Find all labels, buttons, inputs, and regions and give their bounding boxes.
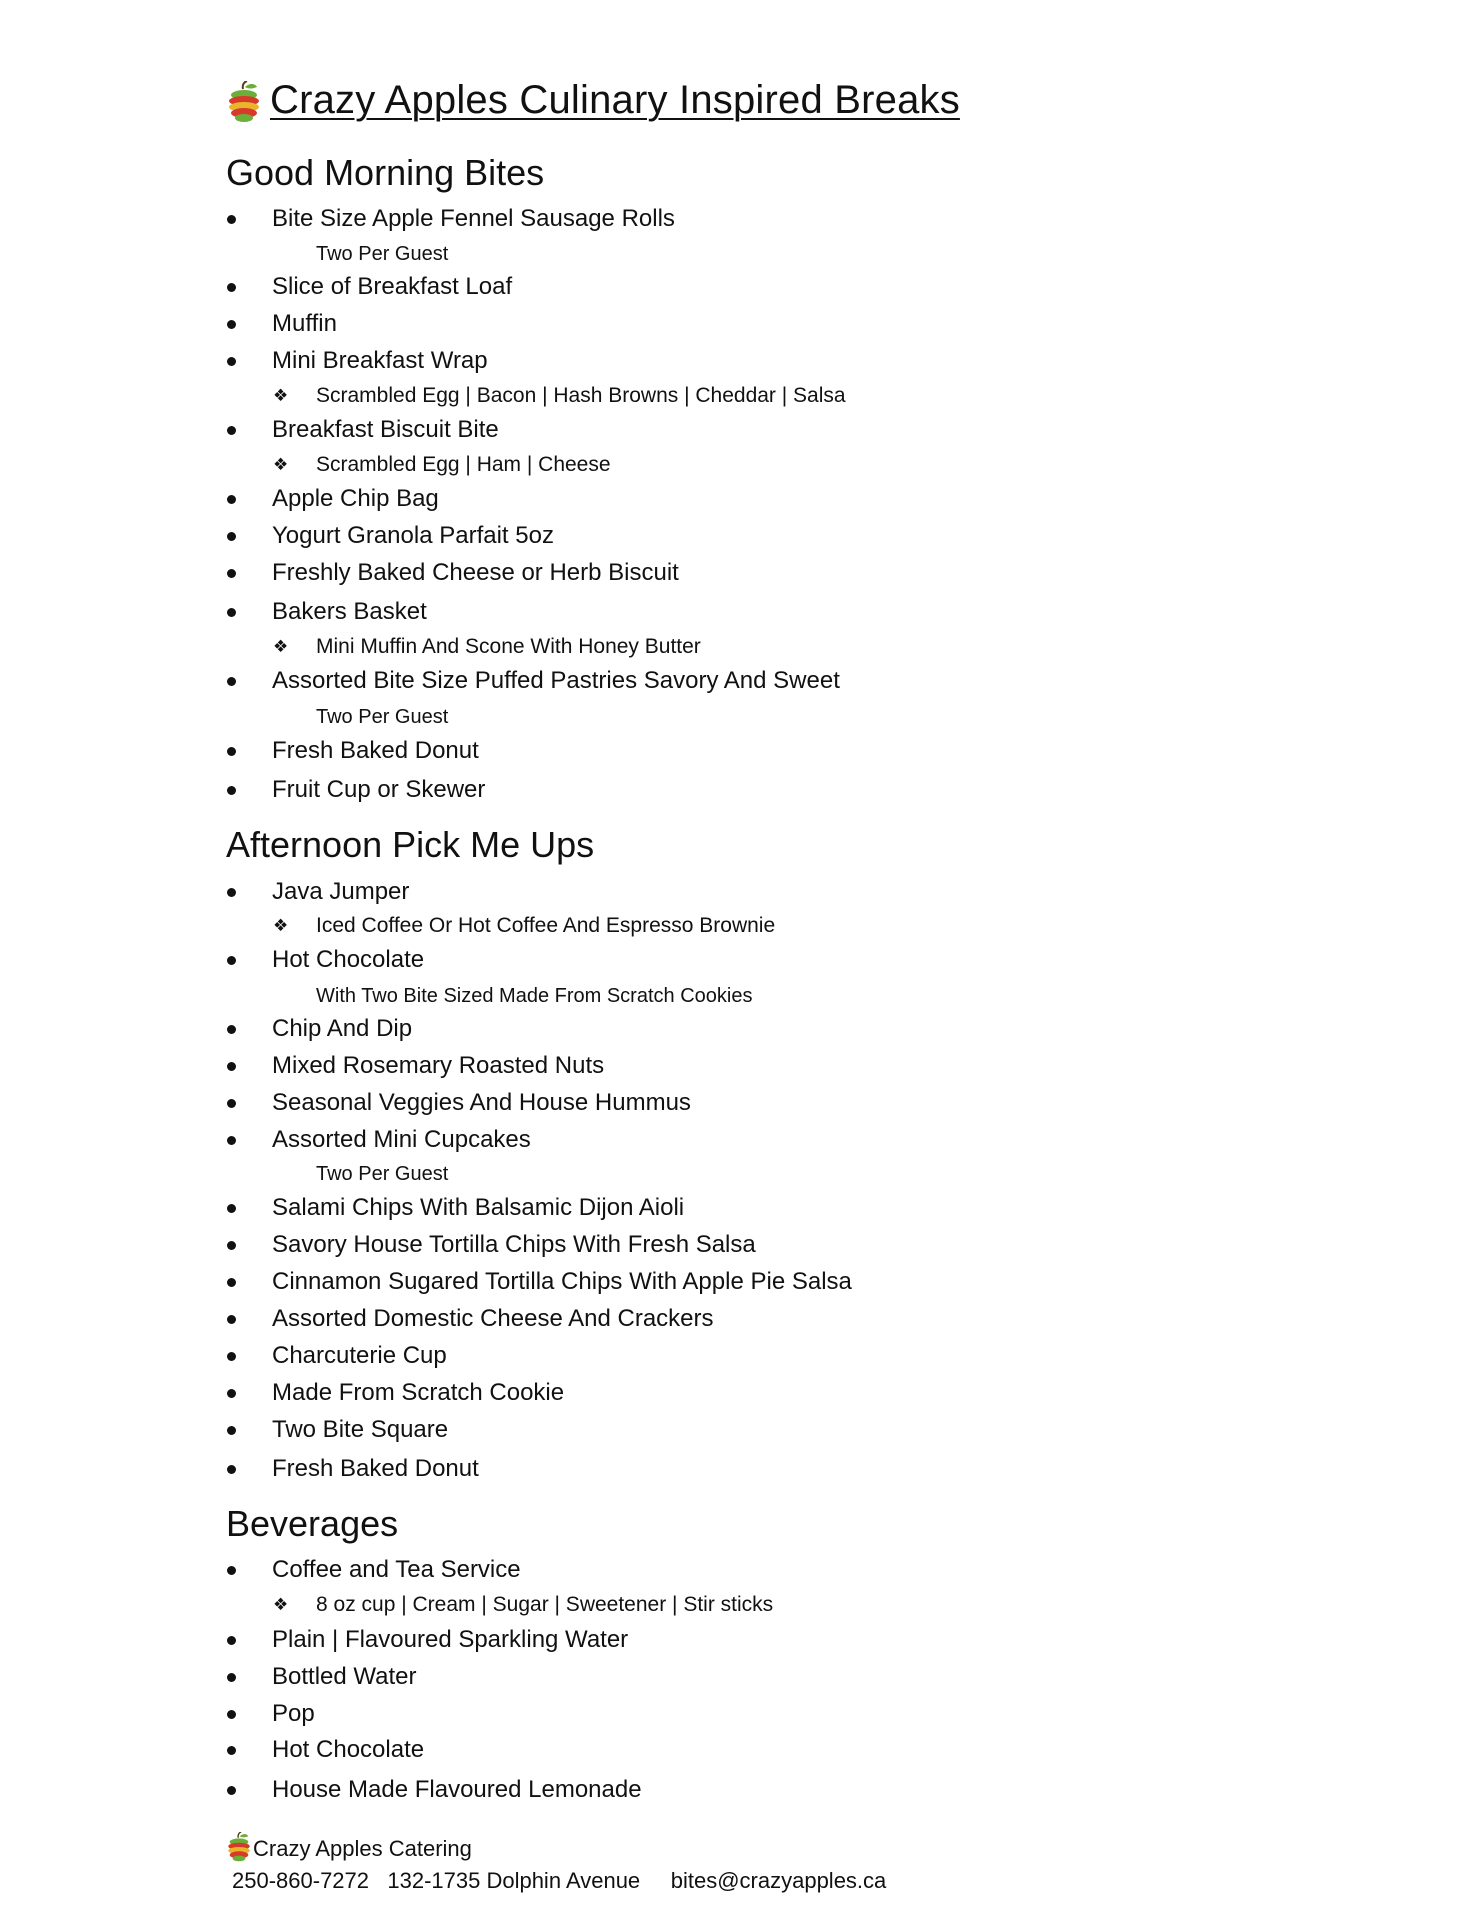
bullet-icon bbox=[227, 1204, 236, 1213]
bullet-icon bbox=[227, 1465, 236, 1474]
section-heading: Afternoon Pick Me Ups bbox=[226, 824, 595, 865]
list-item: Charcuterie Cup bbox=[272, 1341, 447, 1371]
list-item: Made From Scratch Cookie bbox=[272, 1378, 564, 1408]
item-note: With Two Bite Sized Made From Scratch Cookies bbox=[316, 985, 753, 1007]
item-note: Two Per Guest bbox=[316, 243, 449, 265]
list-item: Muffin bbox=[272, 309, 337, 339]
bullet-icon bbox=[227, 1315, 236, 1324]
list-item: Plain | Flavoured Sparkling Water bbox=[272, 1625, 628, 1655]
item-note: Two Per Guest bbox=[316, 1163, 449, 1185]
bullet-icon bbox=[227, 1241, 236, 1250]
bullet-icon bbox=[227, 1062, 236, 1071]
list-item: Freshly Baked Cheese or Herb Biscuit bbox=[272, 558, 679, 588]
company-name: Crazy Apples Catering bbox=[253, 1836, 472, 1861]
bullet-icon bbox=[227, 1278, 236, 1287]
apple-logo-icon bbox=[226, 81, 262, 123]
sub-item: ❖ 8 oz cup | Cream | Sugar | Sweetener | Stir sticks bbox=[273, 1593, 774, 1616]
bullet-icon bbox=[227, 1099, 236, 1108]
diamond-bullet-icon: ❖ bbox=[273, 455, 289, 474]
list-item: Hot Chocolate bbox=[272, 1735, 424, 1765]
footer-contact bbox=[232, 1868, 886, 1894]
list-item: Fruit Cup or Skewer bbox=[272, 775, 485, 805]
bullet-icon bbox=[227, 956, 236, 965]
list-item: Chip And Dip bbox=[272, 1014, 412, 1044]
bullet-icon bbox=[227, 1710, 236, 1719]
bullet-icon bbox=[227, 1673, 236, 1682]
list-item: Mini Breakfast Wrap bbox=[272, 346, 488, 376]
list-item: Assorted Bite Size Puffed Pastries Savory And Sweet bbox=[272, 666, 840, 696]
bullet-icon bbox=[227, 1136, 236, 1145]
address: 132-1735 Dolphin Avenue bbox=[387, 1868, 641, 1893]
bullet-icon bbox=[227, 1426, 236, 1435]
list-item: Slice of Breakfast Loaf bbox=[272, 272, 512, 302]
list-item: Assorted Mini Cupcakes bbox=[272, 1125, 531, 1155]
list-item: Two Bite Square bbox=[272, 1415, 448, 1445]
bullet-icon bbox=[227, 1636, 236, 1645]
section-heading: Good Morning Bites bbox=[226, 152, 545, 193]
sub-item: ❖ Scrambled Egg | Ham | Cheese bbox=[273, 453, 611, 476]
list-item: Fresh Baked Donut bbox=[272, 1454, 479, 1484]
list-item: Coffee and Tea Service bbox=[272, 1555, 521, 1585]
bullet-icon bbox=[227, 495, 236, 504]
bullet-icon bbox=[227, 1786, 236, 1795]
diamond-bullet-icon: ❖ bbox=[273, 386, 289, 405]
bullet-icon bbox=[227, 569, 236, 578]
bullet-icon bbox=[227, 426, 236, 435]
list-item: Breakfast Biscuit Bite bbox=[272, 415, 499, 445]
sub-item: ❖ Mini Muffin And Scone With Honey Butter bbox=[273, 635, 701, 658]
title-row bbox=[226, 78, 960, 123]
list-item: Bite Size Apple Fennel Sausage Rolls bbox=[272, 204, 675, 234]
bullet-icon bbox=[227, 215, 236, 224]
diamond-bullet-icon: ❖ bbox=[273, 637, 289, 656]
list-item: Assorted Domestic Cheese And Crackers bbox=[272, 1304, 714, 1334]
section-heading: Beverages bbox=[226, 1503, 399, 1544]
bullet-icon bbox=[227, 608, 236, 617]
apple-logo-icon bbox=[226, 1832, 252, 1862]
list-item: Salami Chips With Balsamic Dijon Aioli bbox=[272, 1193, 684, 1223]
bullet-icon bbox=[227, 786, 236, 795]
diamond-bullet-icon: ❖ bbox=[273, 916, 289, 935]
list-item: Hot Chocolate bbox=[272, 945, 424, 975]
list-item: Pop bbox=[272, 1699, 315, 1729]
bullet-icon bbox=[227, 1352, 236, 1361]
email: bites@crazyapples.ca bbox=[670, 1868, 887, 1893]
list-item: Savory House Tortilla Chips With Fresh Salsa bbox=[272, 1230, 756, 1260]
bullet-icon bbox=[227, 357, 236, 366]
list-item: House Made Flavoured Lemonade bbox=[272, 1775, 642, 1805]
list-item: Bakers Basket bbox=[272, 597, 427, 627]
bullet-icon bbox=[227, 747, 236, 756]
bullet-icon bbox=[227, 1746, 236, 1755]
list-item: Java Jumper bbox=[272, 877, 409, 907]
bullet-icon bbox=[227, 1566, 236, 1575]
list-item: Fresh Baked Donut bbox=[272, 736, 479, 766]
list-item: Seasonal Veggies And House Hummus bbox=[272, 1088, 691, 1118]
list-item: Yogurt Granola Parfait 5oz bbox=[272, 521, 554, 551]
sub-item: ❖ Scrambled Egg | Bacon | Hash Browns | Cheddar | Salsa bbox=[273, 384, 846, 407]
page-title: Crazy Apples Culinary Inspired Breaks bbox=[270, 78, 960, 122]
bullet-icon bbox=[227, 677, 236, 686]
sub-item: ❖ Iced Coffee Or Hot Coffee And Espresso Brownie bbox=[273, 914, 776, 937]
bullet-icon bbox=[227, 888, 236, 897]
bullet-icon bbox=[227, 283, 236, 292]
bullet-icon bbox=[227, 532, 236, 541]
list-item: Bottled Water bbox=[272, 1662, 417, 1692]
footer-company bbox=[226, 1832, 472, 1862]
bullet-icon bbox=[227, 1025, 236, 1034]
list-item: Mixed Rosemary Roasted Nuts bbox=[272, 1051, 604, 1081]
bullet-icon bbox=[227, 320, 236, 329]
list-item: Apple Chip Bag bbox=[272, 484, 439, 514]
bullet-icon bbox=[227, 1389, 236, 1398]
diamond-bullet-icon: ❖ bbox=[273, 1595, 289, 1614]
item-note: Two Per Guest bbox=[316, 706, 449, 728]
list-item: Cinnamon Sugared Tortilla Chips With Apple Pie Salsa bbox=[272, 1267, 852, 1297]
phone: 250-860-7272 bbox=[232, 1868, 370, 1893]
